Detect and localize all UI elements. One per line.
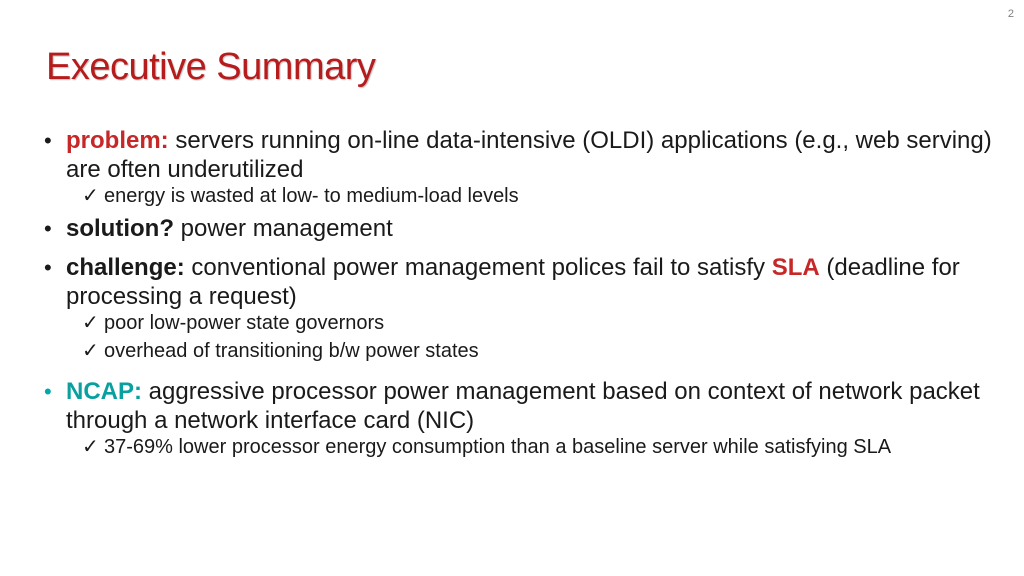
solution-label: solution?: [66, 215, 174, 242]
challenge-sub-item: [44, 311, 1004, 335]
slide-content: [44, 126, 1004, 459]
challenge-sub-item: [44, 339, 1004, 363]
challenge-sub-text-2: overhead of transitioning b/w power states: [104, 340, 479, 362]
ncap-text: aggressive processor power management based on context of network packet through a network interface card (NIC): [66, 378, 980, 434]
challenge-text-before: conventional power management polices fail to satisfy: [191, 254, 766, 281]
problem-text: servers running on-line data-intensive (OLDI) applications (e.g., web serving) are often underutilized: [66, 127, 992, 183]
page-number: 2: [1007, 8, 1014, 20]
challenge-label: challenge:: [66, 254, 185, 281]
problem-label: problem:: [66, 127, 169, 154]
slide-title: Executive Summary: [46, 46, 376, 88]
ncap-sub-item: [44, 435, 1004, 459]
solution-text: power management: [180, 215, 393, 242]
check-icon: ✓: [82, 340, 99, 362]
ncap-label: NCAP:: [66, 378, 142, 405]
check-icon: ✓: [82, 312, 99, 334]
bullet-challenge: [44, 253, 1004, 311]
bullet-solution: [44, 214, 1004, 243]
bullet-ncap: [44, 377, 1004, 435]
problem-sub-text: energy is wasted at low- to medium-load levels: [104, 185, 519, 207]
problem-sub-item: [44, 184, 1004, 208]
challenge-sub-text-1: poor low-power state governors: [104, 312, 385, 334]
check-icon: ✓: [82, 436, 99, 458]
ncap-sub-text: 37-69% lower processor energy consumption than a baseline server while satisfying SLA: [104, 436, 892, 458]
check-icon: ✓: [82, 185, 99, 207]
challenge-text-after: (deadline for processing a request): [66, 254, 960, 310]
bullet-problem: [44, 126, 1004, 184]
sla-highlight: SLA: [771, 254, 820, 281]
